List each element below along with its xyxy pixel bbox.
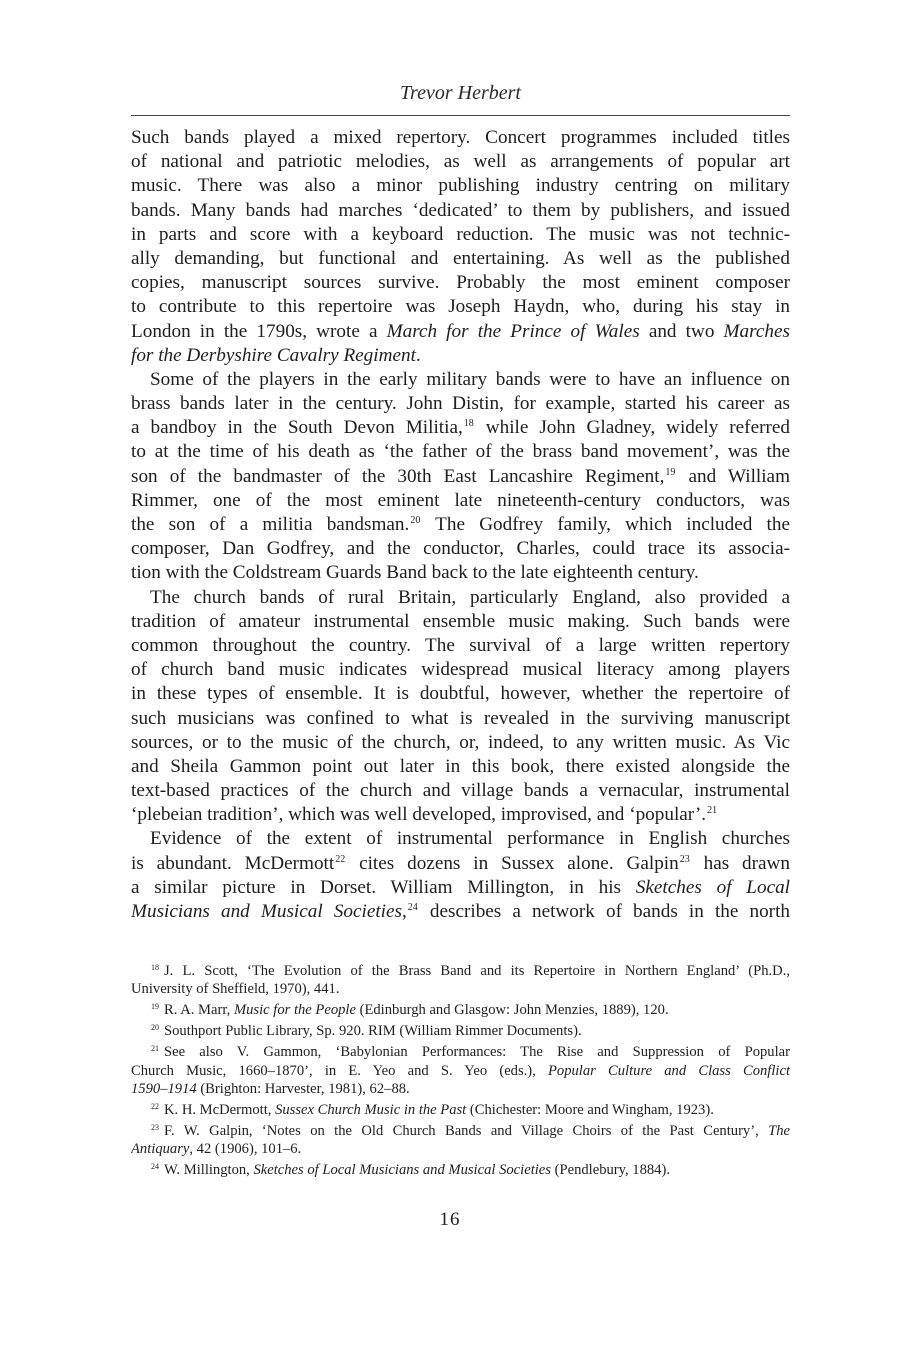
text-line: tradition of amateur instrumental ensemble music making. Such bands were [131,610,790,632]
text-line: in parts and score with a keyboard reduction. The music was not technic- [131,223,790,245]
text-line: text-based practices of the church and village bands a vernacular, instrumental [131,780,790,802]
work-title: Antiquary [131,1141,190,1158]
text-line: and Sheila Gammon point out later in this book, there existed alongside the [131,755,790,777]
text-line: Such bands played a mixed repertory. Concert programmes included titles [131,127,790,148]
text-line: in these types of ensemble. It is doubtful, however, whether the repertoire of [131,683,790,705]
footnote-line: University of Sheffield, 1970), 441. [131,981,340,998]
footnote-ref[interactable]: 23 [679,853,690,865]
text-line: composer, Dan Godfrey, and the conductor, Charles, could trace its associa- [131,538,790,560]
footnote-ref[interactable]: 20 [410,515,421,526]
footnote-line: 1590–1914 (Brighton: Harvester, 1981), 62–88. [131,1081,410,1098]
footnote-line: $^{23}$ F. W. Galpin, ‘Notes on the Old Church Bands and Village Choirs of the Past Century’, The [151,1123,790,1140]
text-line: ‘plebeian tradition’, which was well developed, improvised, and ‘popular’.$^{21}$ [131,804,718,826]
footnote-ref[interactable]: 24 [407,902,418,913]
text-line: common throughout the country. The survival of a large written repertory [131,634,790,656]
footnote-line: $^{18}$ J. L. Scott, ‘The Evolution of the Brass Band and its Repertoire in Northern England’ (Ph.D., [151,963,790,979]
footnote-20 [131,1022,790,1040]
text-line: for the Derbyshire Cavalry Regiment. [131,344,421,366]
work-title: 1590–1914 [131,1081,197,1098]
footnote-19 [131,1001,790,1019]
footnote-18 [131,962,790,999]
page-number: 16 [439,1209,461,1230]
text-line: tion with the Coldstream Guards Band back to the late eighteenth century. [131,562,699,584]
work-title: Music for the People [233,1002,356,1019]
text-line: of national and patriotic melodies, as well as arrangements of popular art [131,151,790,173]
work-title: Marches [723,320,790,342]
work-title: March for the Prince of Wales [386,320,640,342]
footnote-ref[interactable]: 22 [335,853,346,865]
text-line: music. There was also a minor publishing industry centring on military [131,175,790,197]
footnote-23 [131,1122,790,1159]
paragraph [131,368,790,586]
text-line: is abundant. McDermott$^{22}$ cites dozens in Sussex alone. Galpin$^{23}$ has drawn [131,852,790,874]
footnote-line: $^{22}$ K. H. McDermott, Sussex Church Music in the Past (Chichester: Moore and Wingham, 1923). [151,1102,714,1119]
paragraph [131,126,790,368]
footnote-number: 24 [151,1162,159,1172]
text-line: son of the bandmaster of the 30th East Lancashire Regiment,$^{19}$ and William [131,465,790,487]
text-line: of church band music indicates widespread musical literacy among players [131,659,790,681]
work-title: Musicians and Musical Societies [131,901,402,922]
footnote-line: $^{24}$ W. Millington, Sketches of Local Musicians and Musical Societies (Pendlebury, 1884). [151,1162,670,1179]
text-line: Some of the players in the early military bands were to have an influence on [150,368,790,390]
footnote-number: 22 [151,1102,159,1112]
work-title: for the Derbyshire Cavalry Regiment [131,344,416,366]
footnote-number: 23 [151,1123,159,1133]
text-line: London in the 1790s, wrote a March for the Prince of Wales and two Marches [131,320,790,342]
work-title: Sketches of Local [635,876,790,898]
footnote-ref[interactable]: 18 [463,418,474,430]
text-line: a bandboy in the South Devon Militia,$^{18}$ while John Gladney, widely referred [131,417,790,439]
text-line: the son of a militia bandsman.$^{20}$ The Godfrey family, which included the [131,514,790,535]
work-title: Sussex Church Music in the Past [275,1102,467,1119]
footnote-number: 21 [151,1044,159,1054]
text-line: a similar picture in Dorset. William Millington, in his Sketches of Local [131,876,790,898]
footnotes [131,962,790,1180]
footnote-number: 18 [151,963,159,972]
footnote-22 [131,1101,790,1119]
footnote-ref[interactable]: 19 [665,466,676,478]
text-line: Rimmer, one of the most eminent late nineteenth-century conductors, was [131,489,790,511]
text-line: ally demanding, but functional and entertaining. As well as the published [131,247,790,269]
text-line: The church bands of rural Britain, particularly England, also provided a [150,586,790,608]
footnote-line: $^{21}$ See also V. Gammon, ‘Babylonian Performances: The Rise and Suppression of Popular [151,1044,790,1061]
footnote-line: Antiquary, 42 (1906), 101–6. [131,1141,302,1158]
work-title: The [768,1123,790,1140]
footnote-24 [131,1161,790,1179]
work-title: Popular Culture and Class Conflict [548,1062,790,1079]
footnote-number: 19 [151,1002,159,1012]
footnote-line: $^{20}$ Southport Public Library, Sp. 920. RIM (William Rimmer Documents). [151,1023,582,1040]
footnote-ref[interactable]: 21 [707,805,718,817]
text-line: such musicians was confined to what is revealed in the surviving manuscript [131,707,790,729]
footnote-line: $^{19}$ R. A. Marr, Music for the People (Edinburgh and Glasgow: John Menzies, 1889), 120. [151,1002,669,1019]
text-line: to at the time of his death as ‘the father of the brass band movement’, was the [131,441,790,463]
work-title: Sketches of Local Musicians and Musical Societies [253,1162,551,1179]
text-line: to contribute to this repertoire was Joseph Haydn, who, during his stay in [131,296,790,318]
footnote-21 [131,1043,790,1098]
footnote-line: Church Music, 1660–1870’, in E. Yeo and S. Yeo (eds.), Popular Culture and Class Conflict [131,1062,790,1079]
text-line: Musicians and Musical Societies,$^{24}$ describes a network of bands in the north [131,901,790,922]
text-line: Evidence of the extent of instrumental performance in English churches [150,828,790,850]
paragraph [131,827,790,924]
header-rule [131,115,790,116]
text-line: sources, or to the music of the church, or, indeed, to any written music. As Vic [131,731,790,753]
running-head: Trevor Herbert [400,82,521,104]
text-line: copies, manuscript sources survive. Probably the most eminent composer [131,272,790,294]
body-text [131,126,790,924]
footnote-number: 20 [151,1023,159,1033]
text-line: bands. Many bands had marches ‘dedicated’ to them by publishers, and issued [131,199,790,221]
text-line: brass bands later in the century. John Distin, for example, started his career as [131,393,790,415]
paragraph [131,586,790,828]
